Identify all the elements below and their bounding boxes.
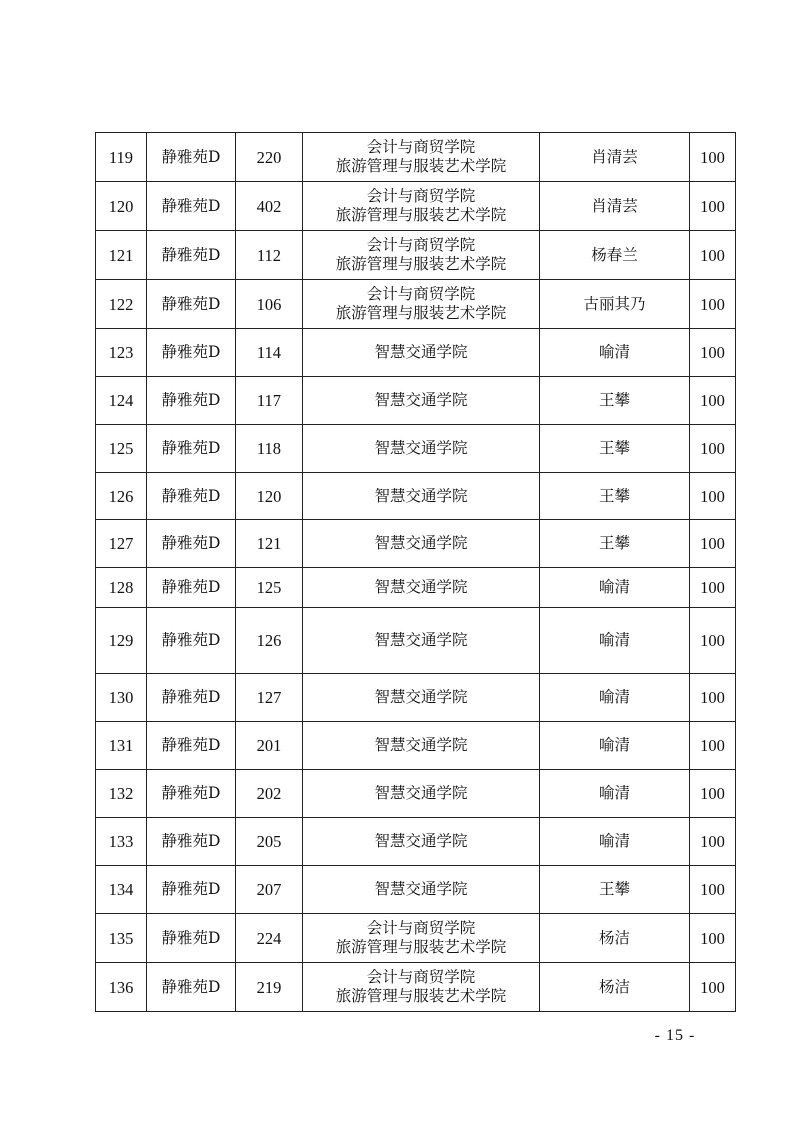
table-row <box>96 377 736 425</box>
score-cell: 100 <box>690 425 736 473</box>
score-cell: 100 <box>690 722 736 770</box>
score-cell: 100 <box>690 568 736 608</box>
college-line: 旅游管理与服装艺术学院 <box>335 255 507 273</box>
college-line: 智慧交通学院 <box>374 534 468 552</box>
table-row <box>96 133 736 182</box>
college-line: 旅游管理与服装艺术学院 <box>335 304 507 322</box>
college-line: 智慧交通学院 <box>374 391 468 409</box>
score-cell: 100 <box>690 520 736 568</box>
table-row <box>96 770 736 818</box>
building-cell: 静雅苑D <box>147 329 236 377</box>
row-number-cell: 131 <box>96 722 147 770</box>
room-number-cell: 125 <box>236 568 303 608</box>
room-number-cell: 219 <box>236 963 303 1012</box>
room-number-cell: 127 <box>236 674 303 722</box>
building-cell: 静雅苑D <box>147 818 236 866</box>
building-cell: 静雅苑D <box>147 866 236 914</box>
row-number-cell: 122 <box>96 280 147 329</box>
college-line: 会计与商贸学院 <box>366 968 476 986</box>
college-cell <box>303 425 540 473</box>
row-number-cell: 124 <box>96 377 147 425</box>
building-cell: 静雅苑D <box>147 722 236 770</box>
responsible-person-cell: 喻清 <box>540 608 690 674</box>
building-cell: 静雅苑D <box>147 182 236 231</box>
building-cell: 静雅苑D <box>147 568 236 608</box>
responsible-person-cell: 喻清 <box>540 568 690 608</box>
room-number-cell: 202 <box>236 770 303 818</box>
responsible-person-cell: 杨洁 <box>540 963 690 1012</box>
room-number-cell: 201 <box>236 722 303 770</box>
college-line: 智慧交通学院 <box>374 486 468 505</box>
responsible-person-cell: 喻清 <box>540 674 690 722</box>
college-line: 旅游管理与服装艺术学院 <box>335 157 507 175</box>
row-number-cell: 121 <box>96 231 147 280</box>
college-cell <box>303 133 540 182</box>
score-cell: 100 <box>690 818 736 866</box>
building-cell: 静雅苑D <box>147 674 236 722</box>
building-cell: 静雅苑D <box>147 914 236 963</box>
college-cell <box>303 722 540 770</box>
responsible-person-cell: 肖清芸 <box>540 133 690 182</box>
room-number-cell: 118 <box>236 425 303 473</box>
building-cell: 静雅苑D <box>147 520 236 568</box>
table-row <box>96 231 736 280</box>
building-cell: 静雅苑D <box>147 280 236 329</box>
building-cell: 静雅苑D <box>147 377 236 425</box>
row-number-cell: 120 <box>96 182 147 231</box>
row-number-cell: 135 <box>96 914 147 963</box>
score-cell: 100 <box>690 329 736 377</box>
college-cell <box>303 473 540 520</box>
table-row <box>96 914 736 963</box>
score-cell: 100 <box>690 608 736 674</box>
college-line: 智慧交通学院 <box>374 631 468 649</box>
college-line: 智慧交通学院 <box>374 578 468 596</box>
responsible-person-cell: 喻清 <box>540 329 690 377</box>
table-row <box>96 520 736 568</box>
score-cell: 100 <box>690 182 736 231</box>
building-cell: 静雅苑D <box>147 231 236 280</box>
score-cell: 100 <box>690 231 736 280</box>
table-body <box>96 133 736 1012</box>
score-cell: 100 <box>690 963 736 1012</box>
building-cell: 静雅苑D <box>147 133 236 182</box>
college-line: 旅游管理与服装艺术学院 <box>335 938 507 956</box>
responsible-person-cell: 古丽其乃 <box>540 280 690 329</box>
room-number-cell: 224 <box>236 914 303 963</box>
score-cell: 100 <box>690 866 736 914</box>
college-cell <box>303 329 540 377</box>
table-row <box>96 818 736 866</box>
table-row <box>96 722 736 770</box>
college-line: 旅游管理与服装艺术学院 <box>335 206 507 224</box>
table-row <box>96 963 736 1012</box>
table-row <box>96 608 736 674</box>
row-number-cell: 126 <box>96 473 147 520</box>
row-number-cell: 130 <box>96 674 147 722</box>
score-cell: 100 <box>690 770 736 818</box>
college-line: 智慧交通学院 <box>374 688 468 706</box>
responsible-person-cell: 王攀 <box>540 473 690 520</box>
building-cell: 静雅苑D <box>147 425 236 473</box>
building-cell: 静雅苑D <box>147 963 236 1012</box>
college-cell <box>303 280 540 329</box>
room-number-cell: 207 <box>236 866 303 914</box>
building-cell: 静雅苑D <box>147 473 236 520</box>
college-line: 智慧交通学院 <box>374 784 468 802</box>
room-number-cell: 205 <box>236 818 303 866</box>
row-number-cell: 134 <box>96 866 147 914</box>
college-cell <box>303 231 540 280</box>
row-number-cell: 129 <box>96 608 147 674</box>
college-line: 智慧交通学院 <box>374 343 468 361</box>
row-number-cell: 133 <box>96 818 147 866</box>
table-row <box>96 473 736 520</box>
responsible-person-cell: 王攀 <box>540 377 690 425</box>
college-cell <box>303 674 540 722</box>
responsible-person-cell: 杨春兰 <box>540 231 690 280</box>
row-number-cell: 132 <box>96 770 147 818</box>
room-number-cell: 106 <box>236 280 303 329</box>
college-line: 会计与商贸学院 <box>366 138 476 156</box>
responsible-person-cell: 喻清 <box>540 722 690 770</box>
table-row <box>96 329 736 377</box>
college-cell <box>303 914 540 963</box>
row-number-cell: 136 <box>96 963 147 1012</box>
college-cell <box>303 818 540 866</box>
score-cell: 100 <box>690 914 736 963</box>
responsible-person-cell: 王攀 <box>540 866 690 914</box>
college-cell <box>303 568 540 608</box>
college-cell <box>303 963 540 1012</box>
table-row <box>96 866 736 914</box>
page-number: - 15 - <box>654 1027 696 1044</box>
college-line: 智慧交通学院 <box>374 439 468 457</box>
room-number-cell: 114 <box>236 329 303 377</box>
responsible-person-cell: 王攀 <box>540 520 690 568</box>
college-cell <box>303 377 540 425</box>
row-number-cell: 123 <box>96 329 147 377</box>
college-line: 会计与商贸学院 <box>366 236 476 254</box>
table-row <box>96 674 736 722</box>
row-number-cell: 119 <box>96 133 147 182</box>
room-number-cell: 112 <box>236 231 303 280</box>
dormitory-score-table <box>95 132 736 1012</box>
college-line: 智慧交通学院 <box>374 736 468 754</box>
college-line: 会计与商贸学院 <box>366 285 476 303</box>
responsible-person-cell: 喻清 <box>540 818 690 866</box>
college-cell <box>303 866 540 914</box>
table-row <box>96 568 736 608</box>
college-line: 旅游管理与服装艺术学院 <box>335 987 507 1005</box>
college-line: 智慧交通学院 <box>374 880 468 898</box>
room-number-cell: 126 <box>236 608 303 674</box>
row-number-cell: 128 <box>96 568 147 608</box>
college-cell <box>303 608 540 674</box>
college-line: 会计与商贸学院 <box>366 187 476 205</box>
score-cell: 100 <box>690 377 736 425</box>
room-number-cell: 120 <box>236 473 303 520</box>
responsible-person-cell: 喻清 <box>540 770 690 818</box>
score-cell: 100 <box>690 674 736 722</box>
room-number-cell: 121 <box>236 520 303 568</box>
row-number-cell: 127 <box>96 520 147 568</box>
row-number-cell: 125 <box>96 425 147 473</box>
table-row <box>96 425 736 473</box>
college-line: 会计与商贸学院 <box>366 919 476 937</box>
college-cell <box>303 182 540 231</box>
college-line: 智慧交通学院 <box>374 832 468 850</box>
table-row <box>96 182 736 231</box>
room-number-cell: 402 <box>236 182 303 231</box>
responsible-person-cell: 王攀 <box>540 425 690 473</box>
responsible-person-cell: 杨洁 <box>540 914 690 963</box>
score-cell: 100 <box>690 473 736 520</box>
room-number-cell: 220 <box>236 133 303 182</box>
table-row <box>96 280 736 329</box>
building-cell: 静雅苑D <box>147 608 236 674</box>
college-cell <box>303 770 540 818</box>
college-cell <box>303 520 540 568</box>
room-number-cell: 117 <box>236 377 303 425</box>
building-cell: 静雅苑D <box>147 770 236 818</box>
score-cell: 100 <box>690 133 736 182</box>
responsible-person-cell: 肖清芸 <box>540 182 690 231</box>
score-cell: 100 <box>690 280 736 329</box>
